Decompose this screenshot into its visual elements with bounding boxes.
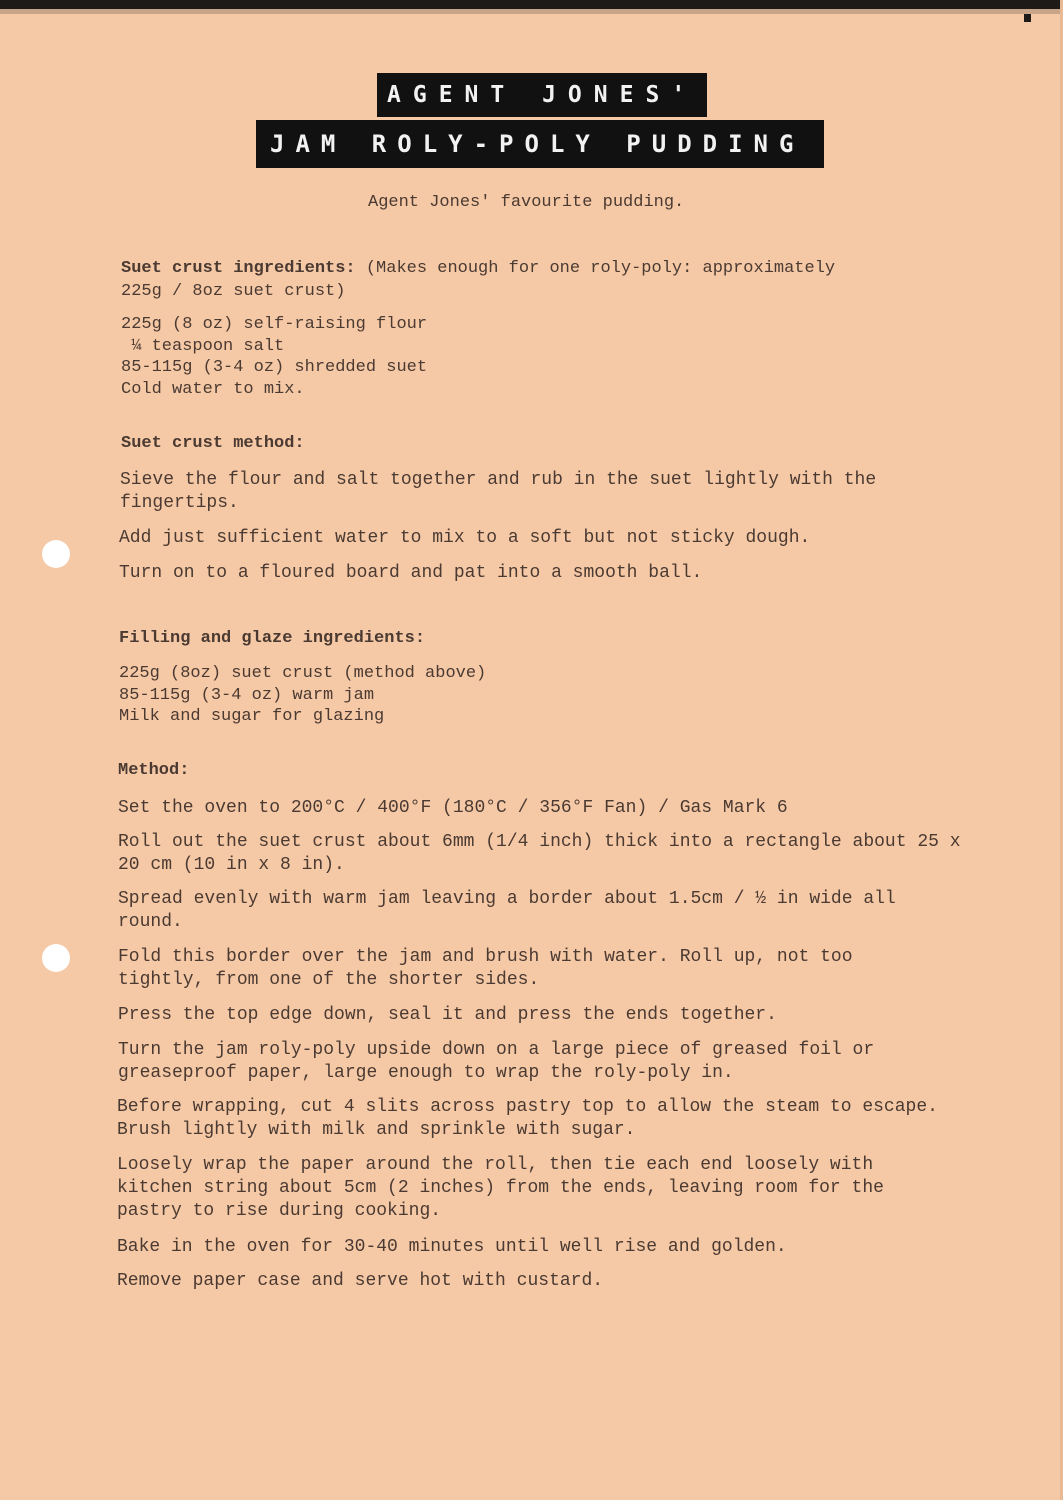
scan-top-edge [0,0,1063,9]
suet-method-step: Sieve the flour and salt together and rub in the suet lightly with the fingertips. [120,470,877,513]
punch-hole-top [42,540,70,568]
method-step: Remove paper case and serve hot with custard. [117,1271,604,1291]
suet-crust-ingredient-list [121,314,427,400]
filling-ingredient-list [119,663,486,728]
subtitle: Agent Jones' favourite pudding. [368,193,685,212]
title-label-agent-jones: AGENT JONES' [377,73,707,117]
method-step: Before wrapping, cut 4 slits across pastry top to allow the steam to escape. Brush lightly with milk and sprinkle with sugar. [117,1097,938,1140]
method-step: Fold this border over the jam and brush with water. Roll up, not too tightly, from one of the shorter sides. [118,947,853,990]
suet-crust-ingredients-heading: Suet crust ingredients: [121,259,356,278]
method-step: Set the oven to 200°C / 400°F (180°C / 356°F Fan) / Gas Mark 6 [118,798,788,818]
suet-crust-method-heading: Suet crust method: [121,434,305,453]
suet-method-step: Turn on to a floured board and pat into a smooth ball. [119,563,703,583]
method-step: Press the top edge down, seal it and press the ends together. [118,1005,777,1025]
method-step: Roll out the suet crust about 6mm (1/4 inch) thick into a rectangle about 25 x 20 cm (10 in x 8 in). [118,832,961,875]
ingredient-item: 85-115g (3-4 oz) warm jam [119,685,375,705]
method-heading: Method: [118,761,190,780]
punch-hole-bottom [42,944,70,972]
ingredient-item: 225g (8 oz) self-raising flour [121,315,428,334]
method-step: Bake in the oven for 30-40 minutes until well rise and golden. [117,1237,787,1257]
ingredient-item: ¼ teaspoon salt [121,336,285,356]
ingredient-item: Milk and sugar for glazing [119,707,385,726]
ingredient-item: 85-115g (3-4 oz) shredded suet [121,358,428,377]
filling-ingredients-heading: Filling and glaze ingredients: [119,629,426,648]
ingredient-item: 225g (8oz) suet crust (method above) [119,664,487,683]
suet-crust-ingredients-header [121,257,881,303]
suet-method-step: Add just sufficient water to mix to a soft but not sticky dough. [119,528,811,548]
method-step: Loosely wrap the paper around the roll, then tie each end loosely with kitchen string about 5cm (2 inches) from the ends, leaving room for the pastry to rise during cooking. [117,1155,884,1221]
suet-crust-yield-note: (Makes enough for one roly-poly: approximately 225g / 8oz suet crust) [121,259,836,301]
title-label-pudding-name: JAM ROLY-POLY PUDDING [256,120,824,168]
method-step: Spread evenly with warm jam leaving a border about 1.5cm / ½ in wide all round. [118,889,896,932]
ingredient-item: Cold water to mix. [121,379,305,399]
scan-edge-shadow [0,9,1063,14]
scan-corner-mark [1024,14,1031,22]
method-step: Turn the jam roly-poly upside down on a large piece of greased foil or greaseproof paper, large enough to wrap the roly-poly in. [118,1040,875,1083]
